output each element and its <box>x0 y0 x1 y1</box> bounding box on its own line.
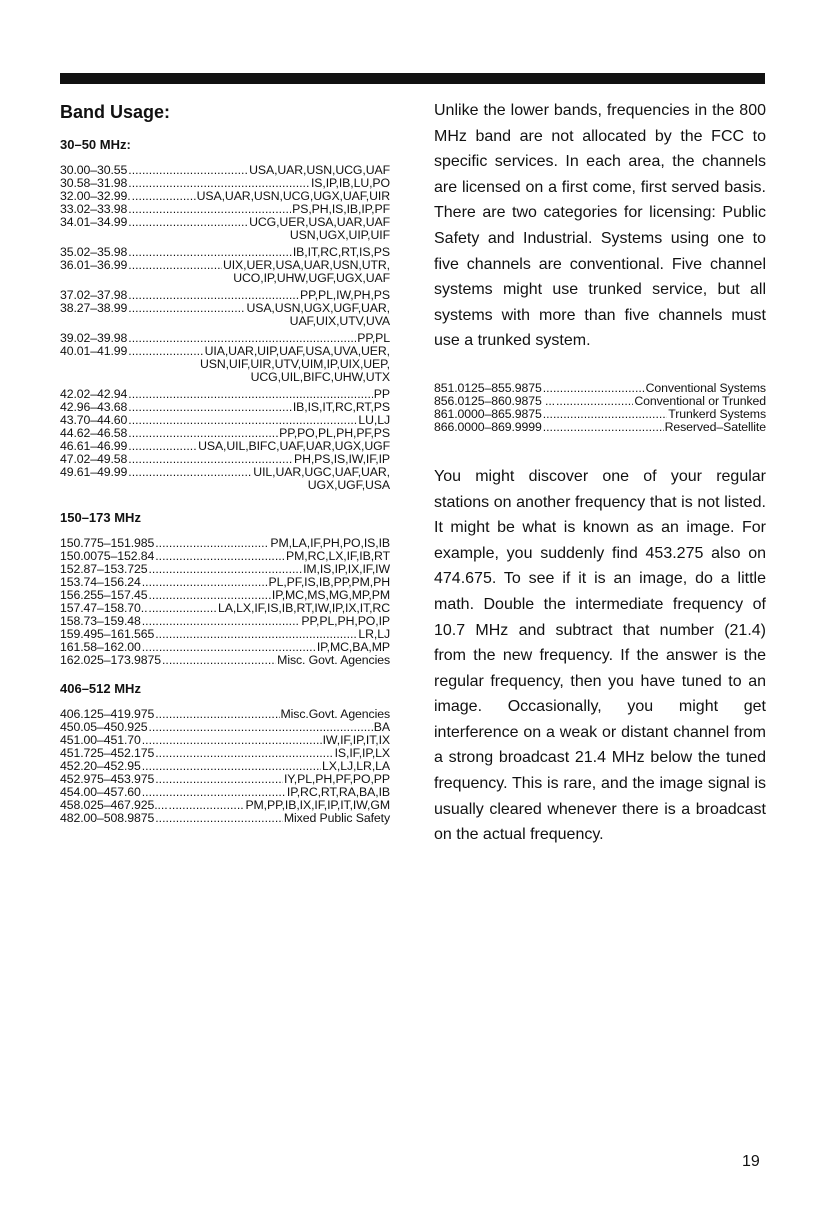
service-codes: PH,PS,IS,IW,IF,IP <box>293 452 390 466</box>
frequency-range: 157.47–158.70.. <box>60 601 148 615</box>
leader-dots <box>142 615 301 628</box>
top-rule <box>60 73 765 84</box>
band-entry <box>60 259 390 285</box>
frequency-range: 451.725–452.175 <box>60 746 155 760</box>
leader-dots <box>543 408 668 421</box>
service-codes-continued: UCG,UIL,BIFC,UHW,UTX <box>250 370 390 384</box>
band-usage-heading: Band Usage: <box>60 102 171 122</box>
leader-dots <box>169 799 245 812</box>
leader-dots <box>128 401 292 414</box>
band-entry <box>60 302 390 328</box>
leader-dots <box>128 216 248 229</box>
section-title: 150–173 MHz <box>60 510 141 525</box>
service-codes: LU,LJ <box>358 413 390 427</box>
service-codes: Mixed Public Safety <box>283 811 390 825</box>
image-paragraph: You might discover one of your regular stations on another frequency that is not listed. It might be what is known as an image. For example, you suddenly find 453.275 also on 474.675. To see if it is an image, do a little math. Double the intermediate frequency of 10.7 MHz and subtract that number (21.4) from the new frequency. If the answer is the regular frequency, then you have tuned to an image. Occasionally, you might get interference on a weak or distant channel from a strong broadcast 21.4 MHz below the tuned frequency. This is rare, and the image signal is usually cleared whenever there is a broadcast on the actual frequency. <box>434 467 766 844</box>
leader-dots <box>128 259 222 272</box>
service-codes: LR,LJ <box>358 627 390 641</box>
leader-dots <box>155 537 269 550</box>
frequency-range: 851.0125–855.9875 <box>434 380 542 395</box>
frequency-range: 43.70–44.60 <box>60 413 128 427</box>
entry-line <box>434 395 766 408</box>
systems-list <box>434 382 766 434</box>
service-codes: IM,IS,IP,IX,IF,IW <box>303 562 390 576</box>
frequency-range: 44.62–46.58 <box>60 426 128 440</box>
service-codes: PM,RC,LX,IF,IB,RT <box>286 549 390 563</box>
leader-dots <box>142 576 268 589</box>
frequency-range: 47.02–49.58 <box>60 452 128 466</box>
service-codes: UIL,UAR,UGC,UAF,UAR, <box>253 465 390 479</box>
service-codes: USA,UAR,USN,UCG,UAF <box>249 163 390 177</box>
entry-line <box>434 408 766 421</box>
section-title: 30–50 MHz: <box>60 137 131 152</box>
frequency-range: 452.975–453.975 <box>60 772 155 786</box>
frequency-range: 161.58–162.00 <box>60 640 141 654</box>
leader-dots <box>543 382 645 395</box>
frequency-range: 454.00–457.60 <box>60 785 141 799</box>
leader-dots <box>142 734 322 747</box>
leader-dots <box>155 550 285 563</box>
service-codes: PL,PF,IS,IB,PP,PM,PH <box>268 575 390 589</box>
band-usage-column <box>60 102 390 825</box>
system-entry <box>434 395 766 408</box>
frequency-range: 482.00–508.9875 <box>60 811 155 825</box>
system-entry <box>434 382 766 395</box>
service-codes-continued: UCO,IP,UHW,UGF,UGX,UAF <box>233 271 390 285</box>
leader-dots <box>128 466 252 479</box>
frequency-range: 34.01–34.99 <box>60 215 128 229</box>
service-codes: IY,PL,PH,PF,PO,PP <box>283 772 390 786</box>
system-entry <box>434 421 766 434</box>
frequency-range: 40.01–41.99 <box>60 344 128 358</box>
page-number: 19 <box>742 1153 760 1170</box>
frequency-range: 406.125–419.975 <box>60 707 155 721</box>
leader-dots <box>132 190 196 203</box>
frequency-range: 153.74–156.24 <box>60 575 141 589</box>
service-codes: PS,PH,IS,IB,IP,PF <box>292 202 390 216</box>
frequency-range: 38.27–38.99 <box>60 301 128 315</box>
leader-dots <box>128 164 248 177</box>
service-codes: USA,UAR,USN,UCG,UGX,UAF,UIR <box>196 189 390 203</box>
service-codes: IP,MC,MS,MG,MP,PM <box>271 588 390 602</box>
frequency-range: 32.00–32.99. <box>60 189 131 203</box>
service-codes-continued: UAF,UIX,UTV,UVA <box>289 314 390 328</box>
leader-dots <box>543 421 664 434</box>
leader-dots <box>155 773 283 786</box>
service-codes: PP,PL,IW,PH,PS <box>300 288 390 302</box>
frequency-range: 33.02–33.98 <box>60 202 128 216</box>
service-codes: IP,RC,RT,RA,BA,IB <box>286 785 390 799</box>
frequency-range: 861.0000–865.9875 <box>434 406 542 421</box>
service-codes: IB,IS,IT,RC,RT,PS <box>292 400 390 414</box>
frequency-range: 458.025–467.925.... <box>60 798 168 812</box>
service-codes: Trunkerd Systems <box>668 406 766 421</box>
service-codes: USA,UIL,BIFC,UAF,UAR,UGX,UGF <box>198 439 390 453</box>
service-codes: PP,PL <box>357 331 390 345</box>
leader-dots <box>162 654 276 667</box>
entry-line <box>434 382 766 395</box>
leader-dots <box>128 345 203 358</box>
frequency-range: 451.00–451.70 <box>60 733 141 747</box>
section-title: 406–512 MHz <box>60 681 141 696</box>
frequency-range: 46.61–46.99 <box>60 439 128 453</box>
service-codes-continued: USN,UIF,UIR,UTV,UIM,IP,UIX,UEP, <box>199 357 390 371</box>
band-entry <box>60 216 390 242</box>
band-entry <box>60 345 390 384</box>
frequency-range: 30.58–31.98 <box>60 176 128 190</box>
service-codes: LA,LX,IF,IS,IB,RT,IW,IP,IX,IT,RC <box>218 601 390 615</box>
frequency-range: 162.025–173.9875 <box>60 653 161 667</box>
service-codes: PM,PP,IB,IX,IF,IP,IT,IW,GM <box>245 798 390 812</box>
leader-dots <box>128 302 245 315</box>
service-codes: PP,PO,PL,PH,PF,PS <box>279 426 390 440</box>
frequency-range: 39.02–39.98 <box>60 331 128 345</box>
band-sections <box>60 137 390 825</box>
leader-dots <box>155 708 279 721</box>
frequency-range: 150.0075–152.84 <box>60 549 155 563</box>
service-codes: IP,MC,BA,MP <box>316 640 390 654</box>
frequency-range: 36.01–36.99 <box>60 258 128 272</box>
spacer <box>60 492 390 496</box>
frequency-range: 450.05–450.925 <box>60 720 148 734</box>
service-codes: PP <box>373 387 390 401</box>
leader-dots <box>148 602 217 615</box>
service-codes: IW,IF,IP,IT,IX <box>322 733 390 747</box>
service-codes-continued: UGX,UGF,USA <box>307 478 390 492</box>
service-codes: UIA,UAR,UIP,UAF,USA,UVA,UER, <box>204 344 390 358</box>
frequency-range: 866.0000–869.9999 <box>434 419 542 434</box>
allocation-paragraph: Unlike the lower bands, frequencies in the 800 MHz band are not allocated by the FCC to specific services. In each area, the channels are licensed on a first come, first served basis. There are two categories for licensing: Public Safety and Industrial. Systems using one to five channels are conventional. Five channel systems might use trunked service, but all systems with more than five channels must use a trunked system. <box>434 102 766 350</box>
frequency-range: 37.02–37.98 <box>60 288 128 302</box>
service-codes-continued: USN,UGX,UIP,UIF <box>289 228 390 242</box>
service-codes: USA,USN,UGX,UGF,UAR, <box>246 301 390 315</box>
frequency-range: 35.02–35.98 <box>60 245 128 259</box>
system-entry <box>434 408 766 421</box>
band-entry <box>60 812 390 825</box>
service-codes: IS,IP,IB,LU,PO <box>310 176 390 190</box>
frequency-range: 42.02–42.94 <box>60 387 128 401</box>
frequency-range: 152.87–153.725 <box>60 562 148 576</box>
service-codes: IB,IT,RC,RT,IS,PS <box>292 245 390 259</box>
frequency-range: 150.775–151.985 <box>60 536 155 550</box>
info-column <box>434 98 766 848</box>
service-codes: BA <box>373 720 390 734</box>
service-codes: Reserved–Satellite <box>664 419 766 434</box>
frequency-range: 42.96–43.68 <box>60 400 128 414</box>
band-entry <box>60 466 390 492</box>
entry-line <box>434 421 766 434</box>
frequency-range: 30.00–30.55 <box>60 163 128 177</box>
service-codes: Conventional or Trunked <box>634 393 766 408</box>
leader-dots <box>155 747 333 760</box>
frequency-range: 452.20–452.95 <box>60 759 141 773</box>
frequency-range: 156.255–157.45 <box>60 588 148 602</box>
service-codes: UIX,UER,USA,UAR,USN,UTR, <box>222 258 390 272</box>
service-codes: PP,PL,PH,PO,IP <box>301 614 390 628</box>
leader-dots <box>155 812 283 825</box>
band-entry <box>60 654 390 667</box>
service-codes: Misc. Govt. Agencies <box>277 653 390 667</box>
leader-dots <box>556 395 633 408</box>
frequency-range: 856.0125–860.9875 ... <box>434 393 555 408</box>
service-codes: LX,LJ,LR,LA <box>322 759 390 773</box>
service-codes: Misc.Govt. Agencies <box>280 707 390 721</box>
entry-line <box>60 812 390 825</box>
service-codes: Conventional Systems <box>645 380 766 395</box>
frequency-range: 49.61–49.99 <box>60 465 128 479</box>
leader-dots <box>128 440 197 453</box>
entry-line <box>60 654 390 667</box>
frequency-range: 158.73–159.48 <box>60 614 141 628</box>
frequency-range: 159.495–161.565 <box>60 627 155 641</box>
service-codes: UCG,UER,USA,UAR,UAF <box>249 215 390 229</box>
service-codes: IS,IF,IP,LX <box>334 746 390 760</box>
service-codes: PM,LA,IF,PH,PO,IS,IB <box>270 536 390 550</box>
